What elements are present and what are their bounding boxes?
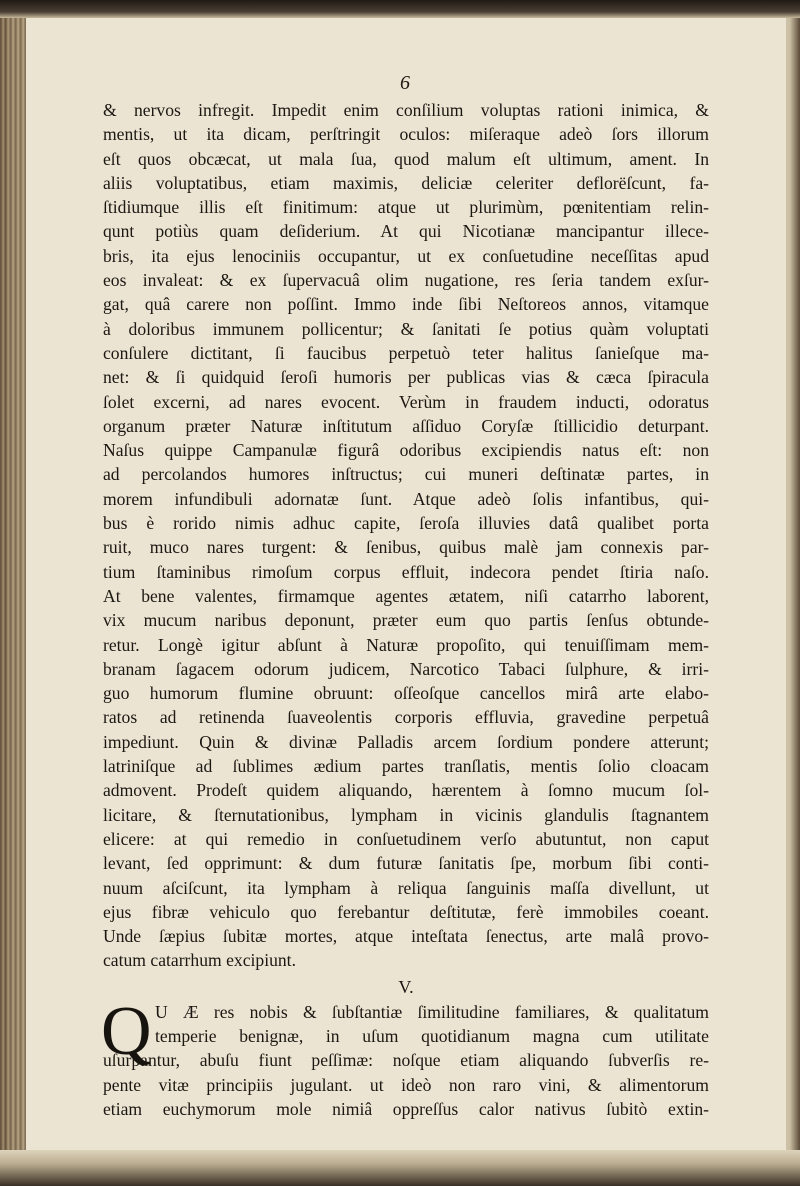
text-line: tium ſtaminibus rimoſum corpus effluit, indecora pendet ſtiria naſo. <box>103 561 709 582</box>
text-line: nuum aſciſcunt, ita lympham à reliqua ſanguinis maſſa divellunt, ut <box>103 877 709 898</box>
text-line: ſolet excerni, ad nares evocent. Verùm in fraudem inducti, odoratus <box>103 391 709 412</box>
text-line: gat, quâ carere non poſſint. Immo inde ſibi Neſtoreos annos, vitamque <box>103 294 709 315</box>
top-shadow <box>0 0 800 18</box>
text-line: à doloribus immunem pollicentur; & ſanitati ſe potius quàm voluptati <box>103 318 709 339</box>
text-line: ſtidiumque illis eſt finitimum: atque ut plurimùm, pœnitentiam relin- <box>103 197 709 218</box>
text-line: etiam euchymorum mole nimiâ oppreſſus calor nativus ſubitò extin- <box>103 1098 709 1119</box>
text-line: bus è rorido nimis adhuc capite, ſeroſa illuvies datâ qualibet porta <box>103 513 709 534</box>
text-line: conſulere dictitant, ſi faucibus perpetuò teter halitus ſanieſque ma- <box>103 342 709 363</box>
text-line: pente vitæ principiis jugulant. ut ideò non raro vini, & alimentorum <box>103 1074 709 1095</box>
text-line: elicere: at qui remedio in conſuetudinem verſo abutuntut, non caput <box>103 828 709 849</box>
text-line: At bene valentes, firmamque agentes ætatem, niſi catarrho laborent, <box>103 585 709 606</box>
text-line: levant, ſed opprimunt: & dum futuræ ſanitatis ſpe, morbum ſibi conti- <box>103 853 709 874</box>
text-line: net: & ſi quidquid ſeroſi humoris per publicas vias & cæca ſpiracula <box>103 367 709 388</box>
text-line: ad percolandos humores inſtructus; cui muneri deſtinatæ partes, in <box>103 464 709 485</box>
page-edges <box>0 0 26 1186</box>
body-text <box>103 98 709 1121</box>
paragraph-2 <box>101 992 709 1121</box>
bottom-shadow <box>0 1150 800 1186</box>
text-line: catum catarrhum excipiunt. <box>103 950 296 971</box>
text-line: branam ſagacem odorum judicem, Narcotico Tabaci ſulphure, & irri- <box>103 658 709 679</box>
text-line: morem infundibuli adornatæ ſunt. Atque adeò ſolis infantibus, qui- <box>103 488 709 509</box>
text-line: U Æ res nobis & ſubſtantiæ ſimilitudine familiares, & qualitatum <box>155 1001 709 1022</box>
text-line: ratos ad retinenda ſuaveolentis corporis effluvia, gravedine perpetuâ <box>103 707 709 728</box>
text-line: ruit, muco nares turgent: & ſenibus, quibus malè jam connexis par- <box>103 537 709 558</box>
drop-cap: Q <box>101 992 152 1070</box>
text-line: bris, ita ejus lenociniis occupantur, ut ex conſuetudine neceſſitas apud <box>103 245 709 266</box>
text-line: Unde ſæpius ſubitæ mortes, atque inteſtata ſenectus, arte malâ provo- <box>103 926 709 947</box>
text-line: qunt potiùs quam deſiderium. At qui Nicotianæ mancipantur illece- <box>103 221 709 242</box>
text-line: & nervos infregit. Impedit enim conſilium voluptas rationi inimica, & <box>103 100 709 120</box>
text-line: eos invaleat: & ex ſupervacuâ olim nugatione, res ſeria tandem exſur- <box>103 270 709 291</box>
text-line: ejus fibræ vehiculo quo ferebantur deſtitutæ, ferè immobiles coeant. <box>103 901 709 922</box>
paragraph-1 <box>103 98 709 973</box>
text-line: vix mucum naribus deponunt, præter eum quo partis ſenſus obtunde- <box>103 610 709 631</box>
text-line: eſt quos obcæcat, ut mala ſua, quod malum eſt ultimum, ament. In <box>103 148 709 169</box>
text-line: impediunt. Quin & divinæ Palladis arcem ſordium pondere atterunt; <box>103 731 709 752</box>
text-line: admovent. Prodeſt quidem aliquando, hærentem à ſomno mucum ſol- <box>103 780 709 801</box>
text-line: aliis voluptatibus, etiam maximis, deliciæ celeriter deflorëſcunt, fa- <box>103 172 709 193</box>
text-line: uſurpantur, abuſu fiunt peſſimæ: noſque etiam aliquando ſubverſis re- <box>103 1050 709 1071</box>
text-line: mentis, ut ita dicam, perſtringit oculos: miſeraque adeò ſors illorum <box>103 124 709 145</box>
section-heading: V. <box>398 976 414 997</box>
text-line: retur. Longè igitur abſunt à Naturæ propoſito, qui tenuiſſimam mem- <box>103 634 709 655</box>
text-line: organum præter Naturæ inſtitutum aſſiduo Coryſæ ſtillicidio deturpant. <box>103 415 709 436</box>
text-line: guo humorum flumine obruunt: oſſeoſque cancellos mirâ arte elabo- <box>103 683 709 704</box>
text-line: temperie benignæ, in uſum quotidianum magna cum utilitate <box>155 1025 709 1046</box>
text-line: licitare, & ſternutationibus, lympham in vicinis glandulis ſtagnantem <box>103 804 709 825</box>
page-number: 6 <box>400 72 410 94</box>
text-line: Naſus quippe Campanulæ figurâ odoribus excipiendis natus eſt: non <box>103 440 709 461</box>
text-line: latriniſque ad ſublimes ædium partes tranſlatis, mentis ſolio cloacam <box>103 756 709 777</box>
